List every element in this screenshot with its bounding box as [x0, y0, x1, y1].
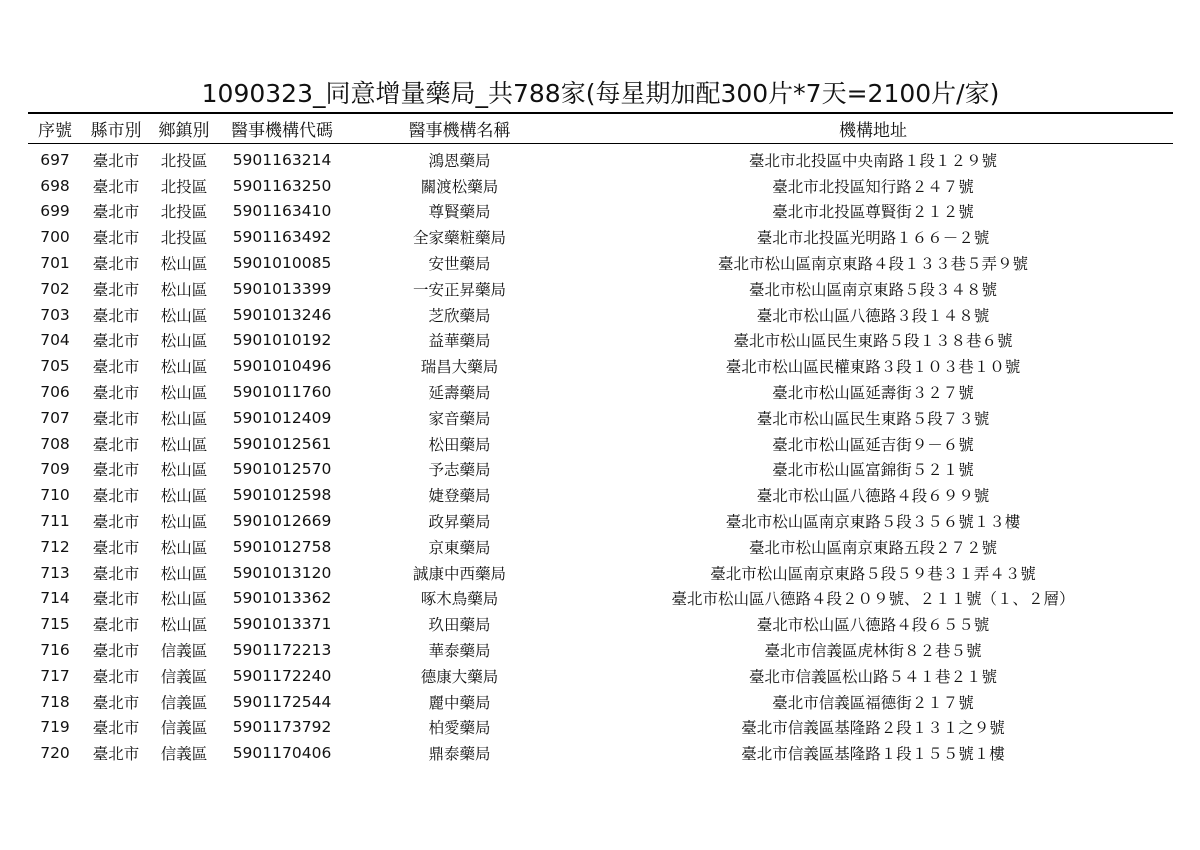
cell-address: 臺北市松山區南京東路五段２７２號	[748, 538, 997, 557]
header-town: 鄉鎮別	[150, 113, 218, 144]
cell-county: 臺北市	[92, 642, 140, 661]
cell-code: 5901011760	[232, 383, 332, 402]
cell-seq: 712	[40, 537, 70, 556]
cell-name: 政昇藥局	[428, 513, 491, 532]
cell-seq: 704	[40, 331, 70, 350]
cell-seq: 700	[40, 228, 70, 247]
cell-name: 京東藥局	[428, 538, 491, 557]
document-page	[28, 78, 1173, 766]
cell-code: 5901010496	[232, 357, 332, 376]
cell-county: 臺北市	[92, 332, 140, 351]
header-address: 機構地址	[573, 113, 1173, 144]
cell-town: 松山區	[160, 435, 208, 454]
table-row	[28, 715, 1173, 741]
cell-county: 臺北市	[92, 280, 140, 299]
cell-county: 臺北市	[92, 590, 140, 609]
table-row	[28, 508, 1173, 534]
cell-address: 臺北市松山區八德路４段６９９號	[756, 487, 990, 506]
cell-address: 臺北市松山區八德路４段２０９號、２１１號（１、２層）	[671, 590, 1075, 609]
cell-address: 臺北市松山區八德路４段６５５號	[756, 616, 990, 635]
cell-name: 瑞昌大藥局	[420, 358, 499, 377]
cell-address: 臺北市信義區基隆路２段１３１之９號	[741, 719, 1005, 738]
table-row	[28, 586, 1173, 612]
cell-seq: 699	[40, 202, 70, 221]
cell-name: 玖田藥局	[428, 616, 491, 635]
cell-name: 婕登藥局	[428, 487, 491, 506]
table-row	[28, 534, 1173, 560]
cell-town: 松山區	[160, 564, 208, 583]
cell-seq: 711	[40, 512, 70, 531]
cell-code: 5901010085	[232, 254, 332, 273]
cell-name: 安世藥局	[428, 255, 491, 274]
cell-address: 臺北市松山區八德路３段１４８號	[756, 306, 990, 325]
cell-code: 5901012570	[232, 460, 332, 479]
table-row	[28, 328, 1173, 354]
cell-county: 臺北市	[92, 667, 140, 686]
cell-code: 5901173792	[232, 718, 332, 737]
cell-name: 予志藥局	[428, 461, 491, 480]
cell-county: 臺北市	[92, 693, 140, 712]
header-seq: 序號	[28, 113, 82, 144]
cell-town: 松山區	[160, 590, 208, 609]
cell-code: 5901013362	[232, 589, 332, 608]
cell-town: 信義區	[160, 642, 208, 661]
cell-county: 臺北市	[92, 719, 140, 738]
cell-code: 5901012669	[232, 512, 332, 531]
cell-town: 松山區	[160, 306, 208, 325]
cell-county: 臺北市	[92, 616, 140, 635]
cell-seq: 715	[40, 615, 70, 634]
table-row	[28, 637, 1173, 663]
cell-code: 5901172213	[232, 641, 332, 660]
cell-address: 臺北市松山區富錦街５２１號	[772, 461, 974, 480]
cell-code: 5901013399	[232, 279, 332, 298]
cell-seq: 706	[40, 383, 70, 402]
cell-address: 臺北市松山區南京東路５段３５６號１３樓	[725, 513, 1021, 532]
cell-address: 臺北市松山區南京東路４段１３３巷５弄９號	[717, 255, 1028, 274]
cell-town: 信義區	[160, 667, 208, 686]
cell-code: 5901172240	[232, 666, 332, 685]
cell-address: 臺北市北投區光明路１６６－２號	[756, 229, 990, 248]
cell-town: 北投區	[160, 203, 208, 222]
cell-code: 5901163410	[232, 202, 332, 221]
table-row	[28, 353, 1173, 379]
cell-county: 臺北市	[92, 461, 140, 480]
table-row	[28, 405, 1173, 431]
cell-name: 麗中藥局	[428, 693, 491, 712]
cell-address: 臺北市松山區民權東路３段１０３巷１０號	[725, 358, 1021, 377]
table-row	[28, 199, 1173, 225]
cell-town: 北投區	[160, 229, 208, 248]
cell-town: 北投區	[160, 177, 208, 196]
cell-county: 臺北市	[92, 513, 140, 532]
cell-county: 臺北市	[92, 306, 140, 325]
cell-town: 松山區	[160, 280, 208, 299]
cell-name: 一安正昇藥局	[412, 280, 506, 299]
cell-code: 5901013246	[232, 305, 332, 324]
cell-name: 關渡松藥局	[420, 177, 499, 196]
table-row	[28, 173, 1173, 199]
cell-seq: 720	[40, 744, 70, 763]
cell-code: 5901163250	[232, 176, 332, 195]
cell-address: 臺北市信義區松山路５４１巷２１號	[748, 667, 997, 686]
cell-code: 5901170406	[232, 744, 332, 763]
cell-county: 臺北市	[92, 151, 140, 170]
table-row	[28, 431, 1173, 457]
cell-code: 5901012561	[232, 434, 332, 453]
cell-name: 柏愛藥局	[428, 719, 491, 738]
cell-address: 臺北市松山區民生東路５段１３８巷６號	[733, 332, 1013, 351]
cell-county: 臺北市	[92, 745, 140, 764]
cell-code: 5901010192	[232, 331, 332, 350]
cell-town: 松山區	[160, 255, 208, 274]
cell-address: 臺北市北投區尊賢街２１２號	[772, 203, 974, 222]
cell-name: 松田藥局	[428, 435, 491, 454]
cell-code: 5901163492	[232, 228, 332, 247]
cell-seq: 718	[40, 692, 70, 711]
cell-name: 芝欣藥局	[428, 306, 491, 325]
table-row	[28, 457, 1173, 483]
table-row	[28, 302, 1173, 328]
cell-code: 5901013120	[232, 563, 332, 582]
cell-seq: 701	[40, 254, 70, 273]
table-row	[28, 144, 1173, 173]
cell-code: 5901012758	[232, 537, 332, 556]
cell-county: 臺北市	[92, 409, 140, 428]
cell-address: 臺北市松山區南京東路５段５９巷３１弄４３號	[710, 564, 1036, 583]
table-header	[28, 113, 1173, 144]
table-row	[28, 276, 1173, 302]
cell-town: 北投區	[160, 151, 208, 170]
cell-seq: 703	[40, 305, 70, 324]
cell-code: 5901013371	[232, 615, 332, 634]
cell-address: 臺北市北投區中央南路１段１２９號	[748, 151, 997, 170]
table-row	[28, 689, 1173, 715]
cell-town: 松山區	[160, 487, 208, 506]
cell-town: 信義區	[160, 745, 208, 764]
cell-seq: 698	[40, 176, 70, 195]
cell-address: 臺北市松山區民生東路５段７３號	[756, 409, 990, 428]
header-code: 醫事機構代碼	[218, 113, 346, 144]
table-row	[28, 611, 1173, 637]
cell-name: 家音藥局	[428, 409, 491, 428]
cell-town: 松山區	[160, 332, 208, 351]
document-title: 1090323_同意增量藥局_共788家(每星期加配300片*7天=2100片/家)	[201, 79, 1000, 108]
cell-address: 臺北市松山區延吉街９－６號	[772, 435, 974, 454]
cell-seq: 709	[40, 460, 70, 479]
cell-seq: 716	[40, 641, 70, 660]
cell-code: 5901163214	[232, 150, 332, 169]
cell-county: 臺北市	[92, 435, 140, 454]
table-body	[28, 144, 1173, 767]
cell-seq: 707	[40, 408, 70, 427]
cell-seq: 714	[40, 589, 70, 608]
header-name: 醫事機構名稱	[346, 113, 573, 144]
cell-seq: 719	[40, 718, 70, 737]
cell-name: 延壽藥局	[428, 384, 491, 403]
cell-name: 華泰藥局	[428, 642, 491, 661]
cell-county: 臺北市	[92, 538, 140, 557]
cell-name: 尊賢藥局	[428, 203, 491, 222]
cell-seq: 710	[40, 486, 70, 505]
cell-address: 臺北市信義區基隆路１段１５５號１樓	[741, 745, 1005, 764]
table-row	[28, 663, 1173, 689]
cell-town: 松山區	[160, 513, 208, 532]
header-row	[28, 113, 1173, 144]
cell-county: 臺北市	[92, 358, 140, 377]
table-row	[28, 224, 1173, 250]
cell-name: 鴻恩藥局	[428, 151, 491, 170]
cell-town: 松山區	[160, 409, 208, 428]
cell-seq: 717	[40, 666, 70, 685]
cell-town: 信義區	[160, 693, 208, 712]
cell-address: 臺北市信義區福德街２１７號	[772, 693, 974, 712]
cell-county: 臺北市	[92, 384, 140, 403]
cell-county: 臺北市	[92, 177, 140, 196]
table-row	[28, 740, 1173, 766]
cell-address: 臺北市信義區虎林街８２巷５號	[764, 642, 982, 661]
cell-county: 臺北市	[92, 564, 140, 583]
cell-seq: 702	[40, 279, 70, 298]
cell-town: 松山區	[160, 358, 208, 377]
table-row	[28, 379, 1173, 405]
cell-seq: 697	[40, 150, 70, 169]
cell-county: 臺北市	[92, 487, 140, 506]
cell-name: 全家藥粧藥局	[412, 229, 506, 248]
cell-name: 鼎泰藥局	[428, 745, 491, 764]
cell-code: 5901172544	[232, 692, 332, 711]
cell-town: 松山區	[160, 538, 208, 557]
cell-name: 益華藥局	[428, 332, 491, 351]
cell-address: 臺北市松山區南京東路５段３４８號	[748, 280, 997, 299]
cell-town: 信義區	[160, 719, 208, 738]
table-row	[28, 482, 1173, 508]
table-row	[28, 250, 1173, 276]
cell-name: 啄木鳥藥局	[420, 590, 499, 609]
cell-seq: 705	[40, 357, 70, 376]
cell-seq: 708	[40, 434, 70, 453]
table-row	[28, 560, 1173, 586]
cell-seq: 713	[40, 563, 70, 582]
cell-town: 松山區	[160, 384, 208, 403]
header-county: 縣市別	[82, 113, 150, 144]
cell-town: 松山區	[160, 461, 208, 480]
cell-code: 5901012409	[232, 408, 332, 427]
cell-town: 松山區	[160, 616, 208, 635]
pharmacy-table	[28, 112, 1173, 766]
cell-name: 誠康中西藥局	[412, 564, 506, 583]
cell-county: 臺北市	[92, 229, 140, 248]
cell-address: 臺北市北投區知行路２４７號	[772, 177, 974, 196]
cell-county: 臺北市	[92, 255, 140, 274]
cell-address: 臺北市松山區延壽街３２７號	[772, 384, 974, 403]
cell-name: 德康大藥局	[420, 667, 499, 686]
cell-code: 5901012598	[232, 486, 332, 505]
cell-county: 臺北市	[92, 203, 140, 222]
